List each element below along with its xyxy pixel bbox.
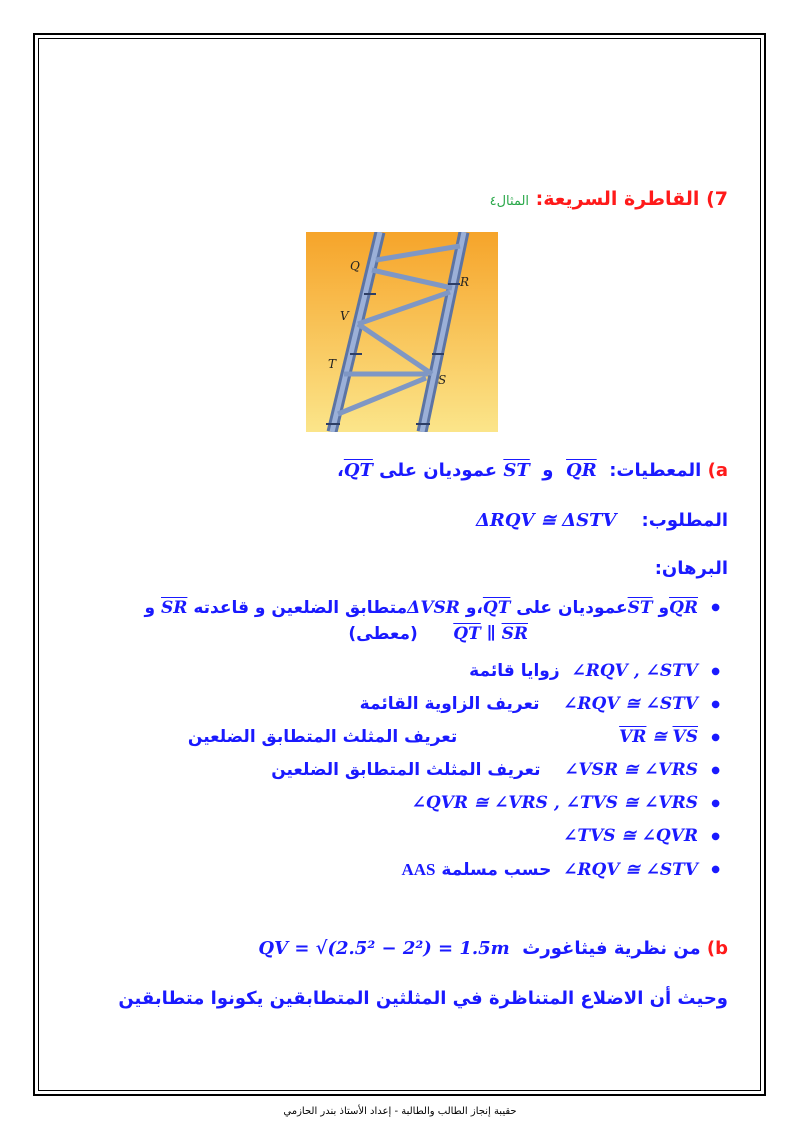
- proof-step-3: ● ∠RQV ≅ ∠STV تعريف الزاوية القائمة: [68, 688, 728, 721]
- label-r: R: [460, 275, 470, 289]
- section-title: [490, 188, 728, 210]
- section-number: 7): [706, 188, 728, 210]
- givens-label: المعطيات:: [609, 460, 702, 481]
- part-b-formula: QV = √(2.5² − 2²) = 1.5m: [258, 938, 510, 959]
- givens-comma: ،: [336, 460, 344, 481]
- required-line: [476, 510, 728, 531]
- label-q: Q: [350, 259, 360, 273]
- proof-list: [68, 595, 728, 886]
- part-b-text: من نظرية فيثاغورث: [522, 938, 701, 959]
- required-statement: ΔRQV ≅ ΔSTV: [475, 510, 617, 531]
- example-ref: المثال٤: [489, 194, 530, 209]
- part-b-letter: b): [706, 938, 728, 959]
- proof-step-4: ● $\overline{VR}$ ≅ $\overline{VS}$ تعريف المثلث المتطابق الضلعين: [68, 721, 728, 754]
- givens-line: [337, 460, 728, 481]
- seg-qr: $\overline{QR}$: [566, 460, 597, 481]
- part-b-line: [258, 938, 728, 959]
- proof-step-1: ● $\overline{QR}و$ $\overline{ST}عموديان$ على $\overline{QT}،و$ ΔVSRمتطابق الضلعين و قاعدته $\overline{SR}$ و $\overline{QT}$ ∥ $\overline{SR}$ (معطى): [68, 595, 728, 655]
- label-s: S: [438, 373, 447, 387]
- seg-qt: $\overline{QT}$: [343, 460, 373, 481]
- truss-figure: [306, 232, 498, 432]
- proof-step-8: ● ∠RQV ≅ ∠STV حسب مسلمة AAS: [68, 853, 728, 886]
- label-v: V: [340, 309, 349, 323]
- proof-step-7: ● ∠TVS ≅ ∠QVR: [68, 820, 728, 853]
- givens-perp: عموديان على: [379, 460, 498, 481]
- section-heading: القاطرة السريعة:: [535, 188, 700, 210]
- conclusion-line: وحيث أن الاضلاع المتناظرة في المثلثين المتطابقين يكونوا متطابقين: [118, 988, 728, 1009]
- label-t: T: [328, 357, 337, 371]
- proof-step-2: ● ∠RQV , ∠STV زوايا قائمة: [68, 655, 728, 688]
- part-a-letter: a): [707, 460, 728, 481]
- required-label: المطلوب:: [641, 510, 728, 531]
- seg-st: $\overline{ST}$: [503, 460, 530, 481]
- proof-step-6: ● ∠QVR ≅ ∠VRS , ∠TVS ≅ ∠VRS: [68, 787, 728, 820]
- proof-step-5: ● ∠VSR ≅ ∠VRS تعريف المثلث المتطابق الضلعين: [68, 754, 728, 787]
- page-footer: حقيبة إنجاز الطالب والطالبة - إعداد الأستاذ بندر الحازمي: [283, 1106, 517, 1117]
- givens-and: و: [542, 460, 554, 481]
- proof-label: البرهان:: [654, 558, 728, 579]
